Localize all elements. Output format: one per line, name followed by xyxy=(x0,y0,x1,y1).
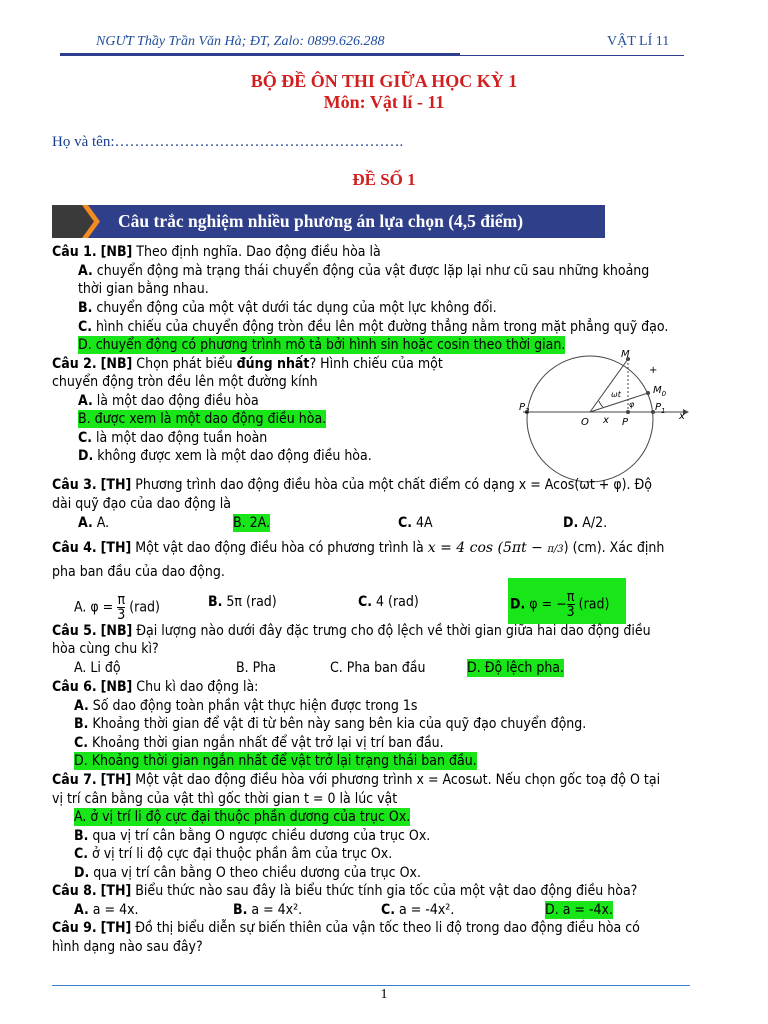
label-x-inner: x xyxy=(603,415,609,426)
q4-option-b: B. 5π (rad) xyxy=(208,594,277,610)
q3-option-d: D. A/2. xyxy=(563,515,608,531)
q7-option-d: D. qua vị trí cân bằng O theo chiều dương của trục Ox. xyxy=(74,865,421,881)
page-number: 1 xyxy=(380,987,388,1002)
q4-option-d-correct: D. φ = − $\frac{\pi}{3}$ (rad) xyxy=(508,578,626,624)
q7-option-a-correct: A. ở vị trí li độ cực đại thuộc phần dương của trục Ox. xyxy=(74,809,411,825)
q2-stem: Câu 2. [NB] Chọn phát biểu đúng nhất? Hình chiếu của một xyxy=(52,356,443,372)
q5-option-b: B. Pha xyxy=(236,660,276,676)
q5-option-c: C. Pha ban đầu xyxy=(330,660,426,676)
q7-option-c: C. ở vị trí li độ cực đại thuộc phần âm của trục Ox. xyxy=(74,846,393,862)
label-P: P xyxy=(622,417,629,428)
q1-option-a: A. chuyển động mà trạng thái chuyển động của vật được lặp lại như cũ sau những khoảng xyxy=(78,263,650,279)
banner-arrow-icon xyxy=(52,205,102,238)
q7-option-b: B. qua vị trí cân bằng O ngược chiều dương của trục Ox. xyxy=(74,828,431,844)
q2-option-b-correct: B. được xem là một dao động điều hòa. xyxy=(78,411,327,427)
header-author: NGƯT Thầy Trần Văn Hà; ĐT, Zalo: 0899.626.288 xyxy=(96,34,385,49)
q6-option-c: C. Khoảng thời gian ngắn nhất để vật trở lại vị trí ban đầu. xyxy=(74,735,444,751)
q3-stem-cont: dài quỹ đạo của dao động là xyxy=(52,496,232,512)
q2-option-c: C. là một dao động tuần hoàn xyxy=(78,430,268,446)
label-P1: $P_1$ xyxy=(655,402,666,415)
circular-motion-figure xyxy=(515,349,695,470)
section-title: Câu trắc nghiệm nhiều phương án lựa chọn (4,5 điểm) xyxy=(118,211,524,231)
exam-number: ĐỀ SỐ 1 xyxy=(352,170,416,189)
label-M: M xyxy=(621,349,630,360)
label-M0: $M_0$ xyxy=(653,385,667,398)
q3-option-a: A. A. xyxy=(78,515,110,531)
q6-option-d-correct: D. Khoảng thời gian ngắn nhất để vật trở lại trạng thái ban đầu. xyxy=(74,753,477,769)
q9-stem: Câu 9. [TH] Đồ thị biểu diễn sự biến thiên của vận tốc theo li độ trong dao động điều hòa có xyxy=(52,920,640,936)
q7-stem-cont: vị trí cân bằng của vật thì gốc thời gian t = 0 là lúc vật xyxy=(52,791,398,807)
q4-option-a: A. φ = $\frac{\pi}{3}$ (rad) xyxy=(74,592,160,623)
q8-option-d-correct: D. a = -4x. xyxy=(545,902,613,918)
q4-option-c: C. 4 (rad) xyxy=(358,594,419,610)
label-plus: + xyxy=(649,365,658,376)
q8-option-b: B. a = 4x². xyxy=(233,902,303,918)
label-omega-t: ωt xyxy=(611,390,621,399)
doc-subtitle: Môn: Vật lí - 11 xyxy=(323,92,445,112)
q1-option-c: C. hình chiếu của chuyển động tròn đều lên một đường thẳng nằm trong mặt phẳng quỹ đạo. xyxy=(78,319,669,335)
header-subject: VẬT LÍ 11 xyxy=(607,34,670,49)
q5-stem: Câu 5. [NB] Đại lượng nào dưới đây đặc trưng cho độ lệch về thời gian giữa hai dao động điều xyxy=(52,623,651,639)
q6-option-a: A. Số dao động toàn phần vật thực hiện được trong 1s xyxy=(74,698,418,714)
q2-option-d: D. không được xem là một dao động điều hòa. xyxy=(78,448,372,464)
q3-stem: Câu 3. [TH] Phương trình dao động điều hòa của một chất điểm có dạng x = Acos(ωt + φ). Độ xyxy=(52,477,653,493)
q2-option-a: A. là một dao động điều hòa xyxy=(78,393,259,409)
q7-stem: Câu 7. [TH] Một vật dao động điều hòa với phương trình x = Acosωt. Nếu chọn gốc toạ độ O tại xyxy=(52,772,661,788)
q9-stem-cont: hình dạng nào sau đây? xyxy=(52,939,203,955)
label-phi: φ xyxy=(629,400,635,409)
q4-stem-cont: pha ban đầu của dao động. xyxy=(52,564,225,580)
q5-stem-cont: hòa cùng chu kì? xyxy=(52,641,159,657)
q3-option-b-correct: B. 2A. xyxy=(233,515,271,531)
q8-option-a: A. a = 4x. xyxy=(74,902,139,918)
q1-option-d-correct: D. chuyển động có phương trình mô tả bởi hình sin hoặc cosin theo thời gian. xyxy=(78,337,566,353)
q4-stem: Câu 4. [TH] Một vật dao động điều hòa có phương trình là x = 4 cos (5πt − π/3) (cm). Xác định xyxy=(52,540,665,556)
label-x-axis: x xyxy=(679,411,685,422)
header-rule-thin xyxy=(460,55,684,56)
q5-option-d-correct: D. Độ lệch pha. xyxy=(467,660,565,676)
q1-option-a-cont: thời gian bằng nhau. xyxy=(78,281,209,297)
q3-option-c: C. 4A xyxy=(398,515,433,531)
q1-option-b: B. chuyển động của một vật dưới tác dụng của một lực không đổi. xyxy=(78,300,497,316)
student-name-line: Họ và tên:…………………………………………………. xyxy=(52,134,404,150)
q1-stem: Câu 1. [NB] Theo định nghĩa. Dao động điều hòa là xyxy=(52,244,381,260)
q5-option-a: A. Li độ xyxy=(74,660,121,676)
header-rule-thick xyxy=(60,53,460,56)
q8-stem: Câu 8. [TH] Biểu thức nào sau đây là biểu thức tính gia tốc của một vật dao động điều hòa? xyxy=(52,883,638,899)
q8-option-c: C. a = -4x². xyxy=(381,902,455,918)
doc-title: BỘ ĐỀ ÔN THI GIỮA HỌC KỲ 1 xyxy=(250,71,518,91)
label-O: O xyxy=(581,417,589,428)
q6-option-b: B. Khoảng thời gian để vật đi từ bên này sang bên kia của quỹ đạo chuyển động. xyxy=(74,716,587,732)
label-P2: $P_2$ xyxy=(519,402,530,415)
q6-stem: Câu 6. [NB] Chu kì dao động là: xyxy=(52,679,259,695)
q2-stem-cont: chuyển động tròn đều lên một đường kính xyxy=(52,374,318,390)
footer-rule xyxy=(52,985,690,986)
